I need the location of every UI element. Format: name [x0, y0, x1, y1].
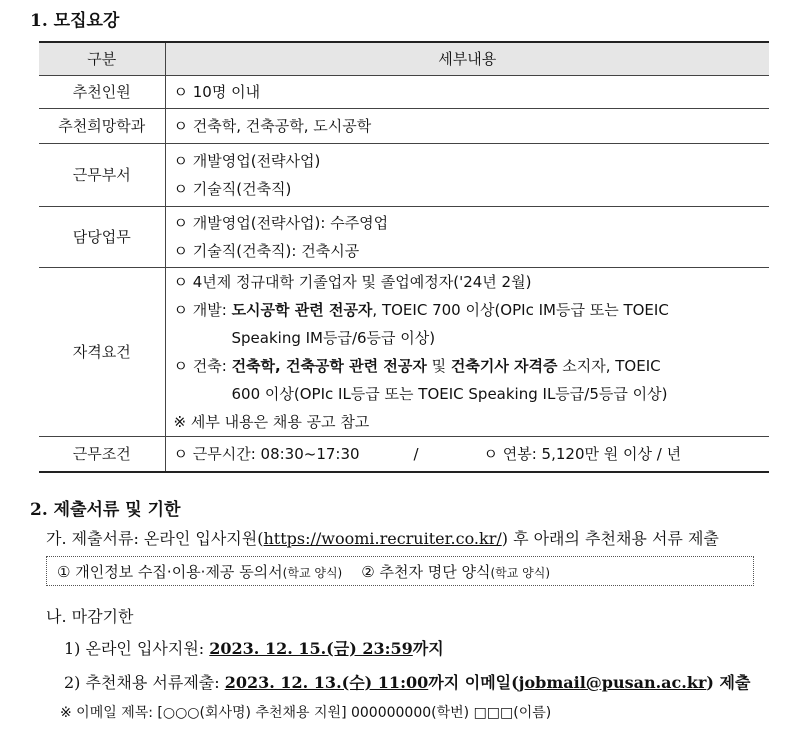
row-content: [165, 144, 769, 207]
text-run: ) 후 아래의 추천채용 서류 제출: [501, 529, 719, 548]
apply-link[interactable]: https://woomi.recruiter.co.kr/: [263, 529, 502, 548]
bold-text: 건축학, 건축공학 관련 전공자: [231, 357, 427, 375]
content-line: [174, 296, 770, 324]
content-line: 600 이상(OPIc IL등급 또는 TOEIC Speaking IL등급/5등급 이상): [231, 385, 668, 403]
table-row: [39, 207, 769, 268]
content-line: ㅇ 개발영업(전략사업): [173, 152, 321, 170]
email-link[interactable]: jobmail@pusan.ac.kr: [518, 673, 707, 692]
row-label: 근무조건: [39, 437, 165, 473]
text-run: 및: [426, 357, 451, 375]
deadline-date: 2023. 12. 13.(수) 11:00: [224, 673, 429, 692]
text-run: 1) 온라인 입사지원:: [64, 639, 210, 658]
email-subject-note: ※ 이메일 제목: [○○○(회사명) 추천채용 지원] 000000000(학번) □□□(이름): [60, 705, 552, 721]
section2-title: 2. 제출서류 및 기한: [30, 500, 181, 520]
row-content: [165, 76, 769, 109]
deadline-date: 2023. 12. 15.(금) 23:59: [209, 639, 413, 658]
doc-item: ② 추천자 명단 양식: [361, 563, 491, 581]
content-line: ㅇ 기술직(건축직): 건축시공: [173, 242, 360, 260]
doc-note: (학교 양식): [282, 566, 343, 580]
work-hours: ㅇ 근무시간: 08:30~17:30: [173, 445, 360, 463]
row-label: 근무부서: [39, 144, 165, 207]
table-row: [39, 268, 769, 437]
text-run: ㅇ 건축:: [173, 357, 232, 375]
table-row: [39, 437, 769, 473]
text-run: 까지: [412, 639, 444, 658]
header-category: 구분: [39, 42, 165, 76]
content-line: ※ 세부 내용은 채용 공고 참고: [173, 413, 370, 431]
text-run: 까지 이메일(: [428, 673, 519, 692]
text-run: 2) 추천채용 서류제출:: [64, 673, 225, 692]
table-row: [39, 144, 769, 207]
deadline-line-2: [64, 670, 750, 693]
text-run: ) 제출: [706, 673, 751, 692]
recruitment-table: [39, 41, 769, 473]
table-row: [39, 109, 769, 144]
bold-text: 도시공학 관련 전공자: [231, 301, 373, 319]
text-run: , TOEIC 700 이상(OPIc IM등급 또는 TOEIC: [372, 301, 669, 319]
row-label: 담당업무: [39, 207, 165, 268]
content-line: [174, 352, 770, 380]
text-run: 가. 제출서류: 온라인 입사지원(: [46, 529, 264, 548]
separator: /: [413, 445, 419, 463]
documents-line: [46, 526, 719, 549]
content-line: ㅇ 기술직(건축직): [173, 180, 292, 198]
row-content: [165, 207, 769, 268]
salary: ㅇ 연봉: 5,120만 원 이상 / 년: [483, 445, 682, 463]
content-line: ㅇ 10명 이내: [173, 83, 261, 101]
content-line: ㅇ 개발영업(전략사업): 수주영업: [173, 214, 389, 232]
required-documents-box: [46, 556, 754, 586]
text-run: 소지자, TOEIC: [557, 357, 661, 375]
table-header-row: [39, 42, 769, 76]
doc-item: ① 개인정보 수집·이용·제공 동의서: [57, 563, 283, 581]
table-row: [39, 76, 769, 109]
text-run: ㅇ 개발:: [173, 301, 232, 319]
deadline-line-1: [64, 636, 444, 659]
bold-text: 건축기사 자격증: [450, 357, 558, 375]
row-label: 추천희망학과: [39, 109, 165, 144]
content-line: Speaking IM등급/6등급 이상): [231, 329, 436, 347]
row-label: 자격요건: [39, 268, 165, 437]
row-content: [165, 437, 769, 473]
content-line: ㅇ 건축학, 건축공학, 도시공학: [173, 117, 372, 135]
row-label: 추천인원: [39, 76, 165, 109]
row-content: [165, 268, 769, 437]
content-line: [174, 440, 770, 468]
doc-note: (학교 양식): [490, 566, 551, 580]
header-details: 세부내용: [165, 42, 769, 76]
deadline-heading: 나. 마감기한: [46, 607, 134, 626]
content-line: ㅇ 4년제 정규대학 기졸업자 및 졸업예정자('24년 2월): [173, 273, 532, 291]
row-content: [165, 109, 769, 144]
section1-title: 1. 모집요강: [30, 11, 120, 31]
